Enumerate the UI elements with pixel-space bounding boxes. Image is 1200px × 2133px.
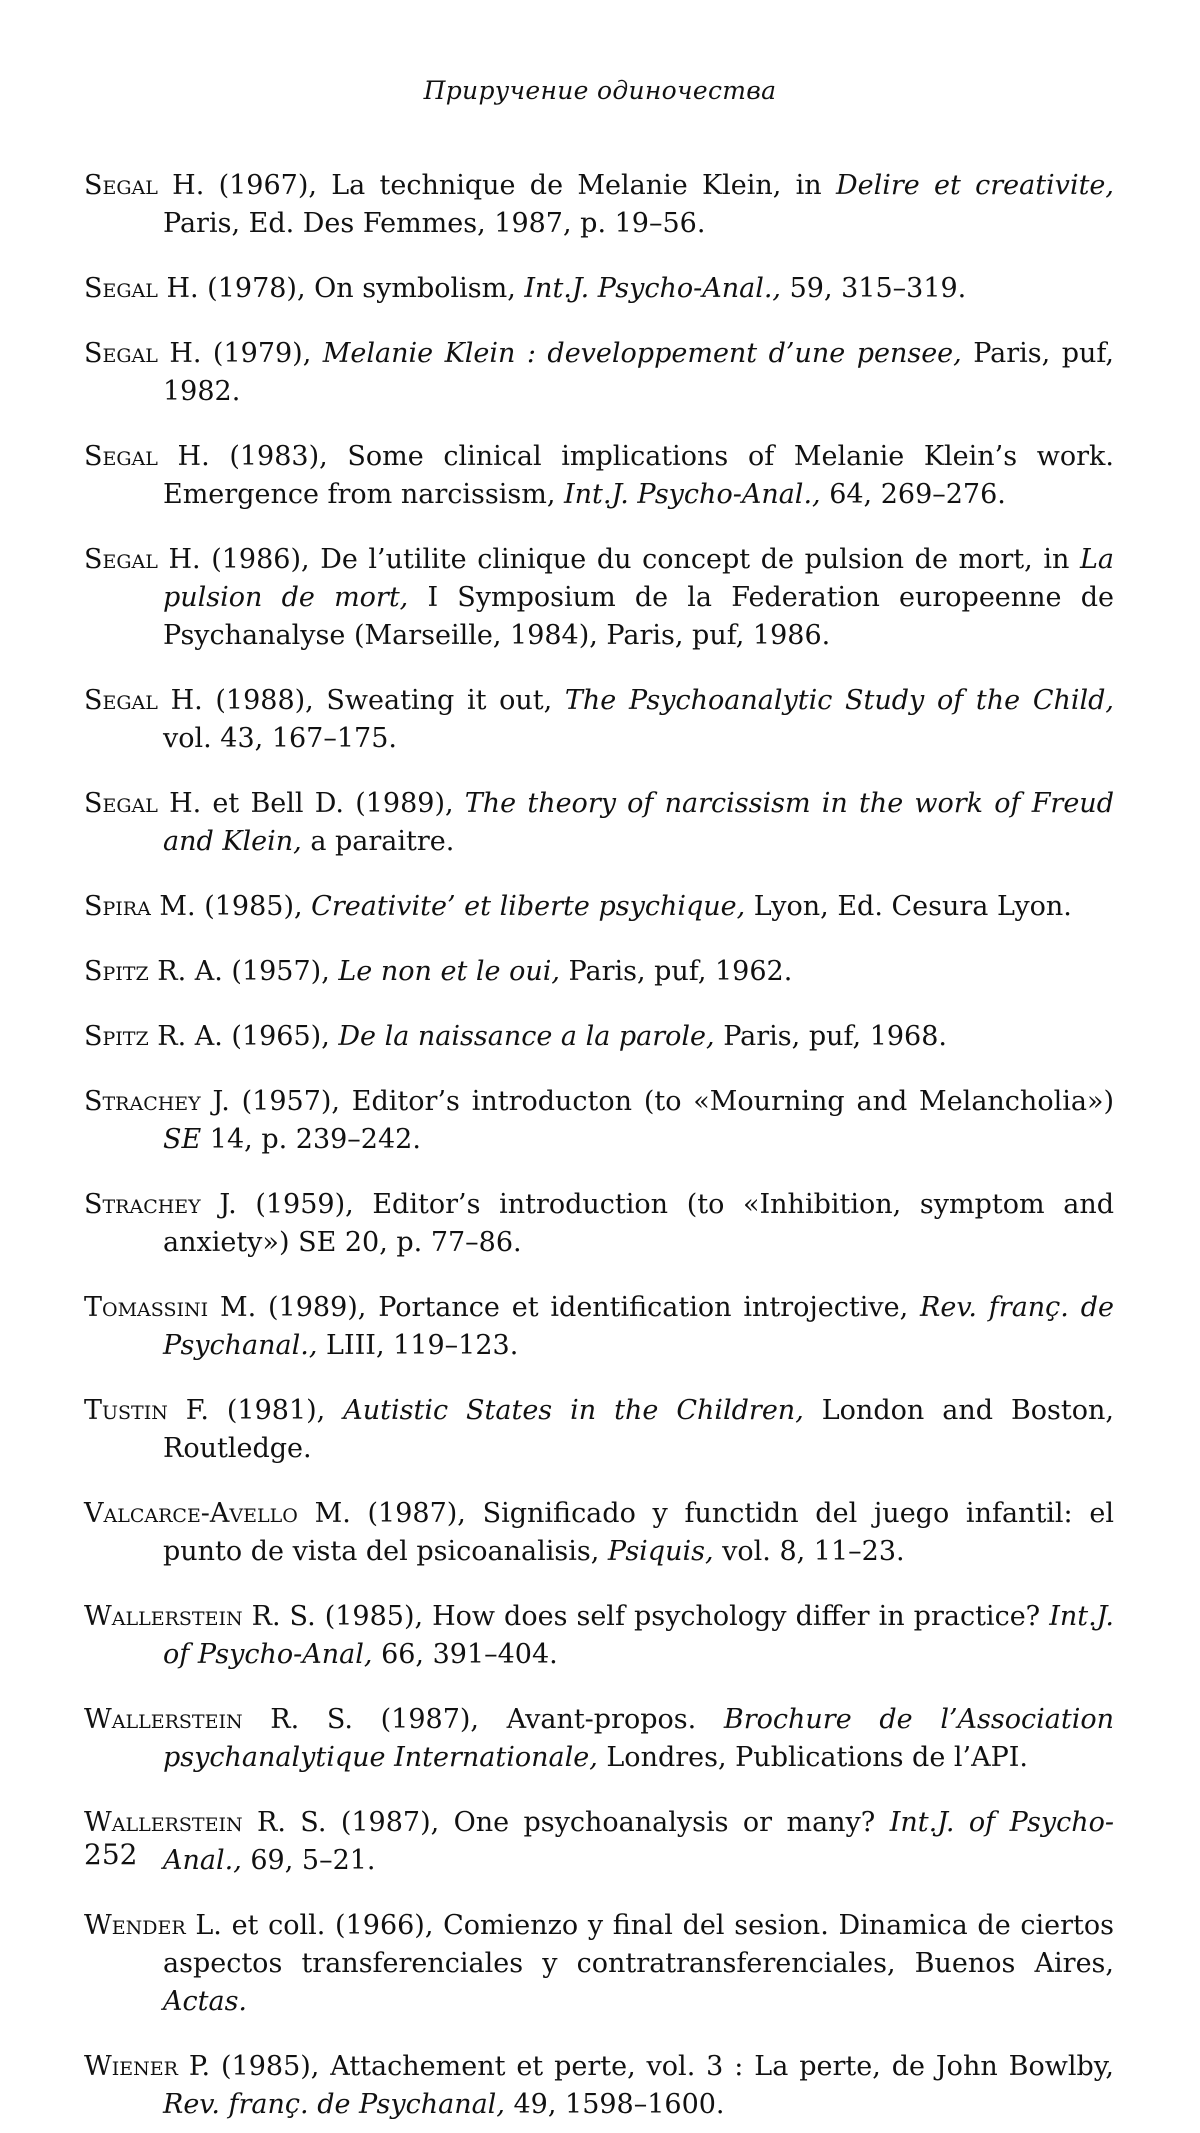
bibliography-entry: [84, 167, 1114, 243]
entry-publication: Paris, Ed. Des Femmes, 1987, p. 19–56.: [163, 208, 706, 239]
entry-author: Segal: [84, 273, 158, 304]
bibliography-entry: [84, 1701, 1114, 1777]
bibliography-entry: [84, 1083, 1114, 1159]
entry-title: Int.J. Psycho-Anal.,: [524, 273, 781, 304]
bibliography-list: [84, 140, 1114, 2133]
entry-text: H. (1967), La technique de Melanie Klein, in: [157, 170, 836, 201]
entry-text: H. (1978), On symbolism,: [157, 273, 525, 304]
entry-author: Spira: [84, 891, 151, 922]
bibliography-entry: [84, 541, 1114, 655]
entry-text: R. S. (1985), How does self psychology differ in practice?: [242, 1601, 1050, 1632]
entry-text: R. S. (1987), One psychoanalysis or many?: [242, 1807, 890, 1838]
running-title: Приручение одиночества: [423, 76, 777, 105]
entry-text: H. et Bell D. (1989),: [157, 788, 465, 819]
bibliography-entry: [84, 1289, 1114, 1365]
entry-publication: 49, 1598–1600.: [504, 2089, 725, 2120]
entry-publication: Paris, puf, 1982.: [163, 338, 1114, 407]
bibliography-entry: [84, 953, 1114, 991]
entry-title: Autistic States in the Children,: [343, 1395, 804, 1426]
bibliography-entry: [84, 1392, 1114, 1468]
entry-title: Creativite’ et liberte psychique,: [311, 891, 746, 922]
bibliography-entry: [84, 2048, 1114, 2124]
entry-title: Psiquis,: [607, 1536, 714, 1567]
entry-publication: London and Boston, Routledge.: [163, 1395, 1114, 1464]
entry-text: P. (1985), Attachement et perte, vol. 3 : La perte, de John Bowlby,: [177, 2051, 1114, 2082]
bibliography-entry: [84, 785, 1114, 861]
entry-text: J. (1959), Editor’s introduction (to «Inhibition, symptom and anxiety») SE 20, p. 77–86.: [163, 1189, 1114, 1258]
bibliography-entry: [84, 1495, 1114, 1571]
entry-title: The theory of narcissism in the work of Freud and Klein,: [163, 788, 1114, 857]
entry-publication: 14, p. 239–242.: [201, 1124, 421, 1155]
entry-author: Segal: [84, 544, 158, 575]
entry-text: M. (1989), Portance et identification introjective,: [208, 1292, 921, 1323]
entry-publication: Lyon, Ed. Cesura Lyon.: [745, 891, 1072, 922]
entry-title: Int.J. of Psycho-Anal.,: [163, 1807, 1115, 1876]
entry-title: De la naissance a la parole,: [338, 1021, 715, 1052]
entry-text: M. (1987), Significado y functidn del juego infantil: el punto de vista del psicoanalisis,: [163, 1498, 1114, 1567]
entry-text: F. (1981),: [167, 1395, 344, 1426]
entry-publication: vol. 8, 11–23.: [713, 1536, 905, 1567]
entry-text: R. A. (1957),: [148, 956, 339, 987]
bibliography-entry: [84, 888, 1114, 926]
bibliography-entry: [84, 1598, 1114, 1674]
entry-publication: LIII, 119–123.: [317, 1330, 519, 1361]
entry-text: J. (1957), Editor’s introducton (to «Mourning and Melancholia»): [200, 1086, 1114, 1117]
entry-author: Tustin: [84, 1395, 168, 1426]
entry-publication: Paris, puf, 1962.: [559, 956, 793, 987]
entry-text: H. (1983), Some clinical implications of Melanie Klein’s work. Emergence from narcissism,: [157, 441, 1114, 510]
entry-publication: 69, 5–21.: [241, 1845, 376, 1876]
entry-author: Segal: [84, 441, 158, 472]
entry-author: Segal: [84, 788, 158, 819]
bibliography-entry: [84, 1018, 1114, 1056]
entry-author: Wallerstein: [84, 1807, 243, 1838]
bibliography-entry: [84, 1804, 1114, 1880]
entry-title: La pulsion de mort,: [163, 544, 1114, 613]
entry-author: Segal: [84, 685, 158, 716]
bibliography-entry: [84, 438, 1114, 514]
entry-text: R. A. (1965),: [148, 1021, 339, 1052]
bibliography-entry: [84, 682, 1114, 758]
entry-author: Segal: [84, 170, 158, 201]
entry-title: Int.J. of Psycho-Anal,: [163, 1601, 1114, 1670]
entry-title: Le non et le oui,: [338, 956, 560, 987]
bibliography-entry: [84, 1907, 1114, 2021]
page-number: 252: [84, 1838, 138, 1871]
entry-text: L. et coll. (1966), Comienzo y final del sesion. Dinamica de ciertos aspectos transferenciales y contratransferenciales, Buenos Aires,: [163, 1910, 1114, 1979]
entry-text: H. (1986), De l’utilite clinique du concept de pulsion de mort, in: [157, 544, 1080, 575]
entry-author: Spitz: [84, 956, 149, 987]
entry-author: Spitz: [84, 1021, 149, 1052]
entry-author: Wallerstein: [84, 1704, 243, 1735]
bibliography-entry: [84, 1186, 1114, 1262]
entry-title: Melanie Klein : developpement d’une pensee,: [322, 338, 962, 369]
entry-author: Wender: [84, 1910, 186, 1941]
entry-publication: I Symposium de la Federation europeenne de Psychanalyse (Marseille, 1984), Paris, puf, 1986.: [163, 582, 1114, 651]
entry-title: Rev. franç. de Psychanal,: [163, 2089, 505, 2120]
entry-text: H. (1988), Sweating it out,: [157, 685, 565, 716]
entry-author: Wallerstein: [84, 1601, 243, 1632]
entry-text: H. (1979),: [157, 338, 323, 369]
entry-title: Actas.: [163, 1986, 248, 2017]
entry-title: Int.J. Psycho-Anal.,: [564, 479, 821, 510]
entry-author: Segal: [84, 338, 158, 369]
entry-publication: Paris, puf, 1968.: [714, 1021, 947, 1052]
entry-text: R. S. (1987), Avant-propos.: [242, 1704, 724, 1735]
entry-author: Tomassini: [84, 1292, 209, 1323]
entry-author: Wiener: [84, 2051, 178, 2082]
bibliography-entry: [84, 270, 1114, 308]
entry-publication: Londres, Publications de l’API.: [597, 1742, 1029, 1773]
entry-publication: a paraitre.: [301, 826, 455, 857]
entry-publication: 66, 391–404.: [372, 1639, 558, 1670]
entry-author: Valcarce-Avello: [84, 1498, 298, 1529]
entry-publication: 59, 315–319.: [781, 273, 967, 304]
entry-title: SE: [163, 1124, 202, 1155]
entry-author: Strachey: [84, 1086, 201, 1117]
bibliography-entry: [84, 335, 1114, 411]
entry-title: The Psychoanalytic Study of the Child,: [564, 685, 1115, 716]
entry-author: Strachey: [84, 1189, 201, 1220]
entry-title: Delire et creativite,: [835, 170, 1114, 201]
entry-publication: 64, 269–276.: [820, 479, 1006, 510]
entry-text: M. (1985),: [150, 891, 312, 922]
entry-publication: vol. 43, 167–175.: [163, 723, 397, 754]
entry-title: Brochure de l’Association psychanalytique Internationale,: [163, 1704, 1114, 1773]
entry-title: Rev. franç. de Psychanal.,: [163, 1292, 1114, 1361]
